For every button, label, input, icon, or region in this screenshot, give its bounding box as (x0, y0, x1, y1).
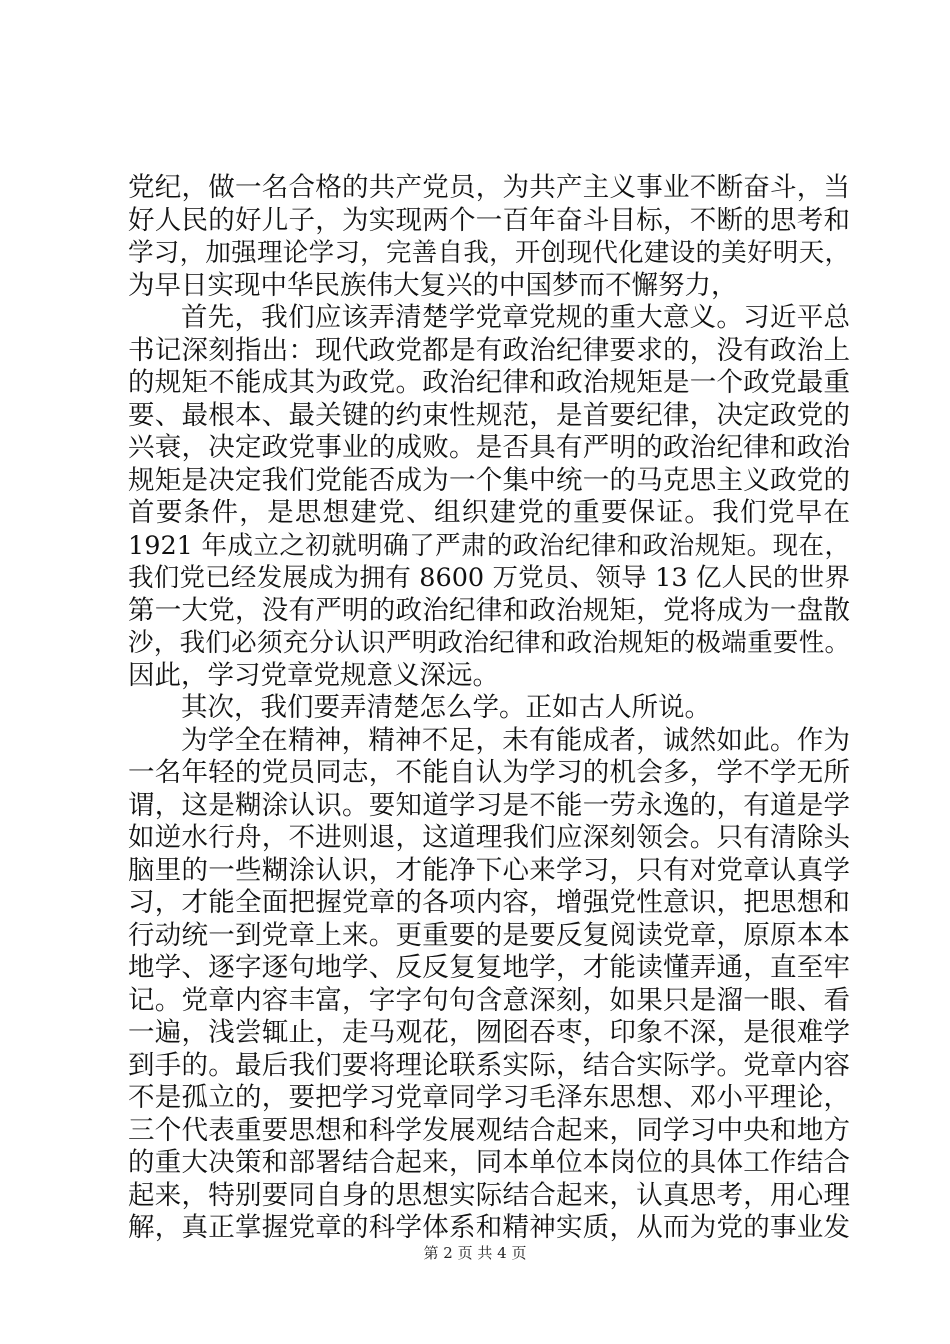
text-line: 地学、逐字逐句地学、反反复复地学，才能读懂弄通，直至牢 (128, 952, 850, 983)
text-line: 脑里的一些糊涂认识，才能净下心来学习，只有对党章认真学 (128, 854, 850, 886)
text-line: 为学全在精神，精神不足，未有能成者，诚然如此。作为 (181, 724, 850, 756)
text-line: 谓，这是糊涂认识。要知道学习是不能一劳永逸的，有道是学 (128, 789, 850, 821)
text-line: 解，真正掌握党章的科学体系和精神实质，从而为党的事业发 (128, 1212, 850, 1243)
text-line: 记。党章内容丰富，字字句句含意深刻，如果只是溜一眼、看 (128, 984, 850, 1016)
text-line: 为早日实现中华民族伟大复兴的中国梦而不懈努力， (128, 269, 738, 301)
text-line: 沙，我们必须充分认识严明政治纪律和政治规矩的极端重要性。 (128, 628, 850, 658)
text-line: 其次，我们要弄清楚怎么学。正如古人所说。 (181, 692, 711, 723)
page-footer: 第 2 页 共 4 页 (423, 1244, 527, 1262)
text-line: 的规矩不能成其为政党。政治纪律和政治规矩是一个政党最重 (128, 367, 850, 398)
text-line: 三个代表重要思想和科学发展观结合起来，同学习中央和地方 (128, 1114, 850, 1146)
text-line: 好人民的好儿子，为实现两个一百年奋斗目标，不断的思考和 (128, 204, 850, 236)
text-line: 首先，我们应该弄清楚学党章党规的重大意义。习近平总 (181, 302, 850, 333)
text-line: 如逆水行舟，不进则退，这道理我们应深刻领会。只有清除头 (128, 822, 850, 853)
text-line: 第一大党，没有严明的政治纪律和政治规矩，党将成为一盘散 (128, 594, 850, 626)
text-line: 我们党已经发展成为拥有 8600 万党员、领导 13 亿人民的世界 (128, 563, 850, 593)
text-line: 因此，学习党章党规意义深远。 (128, 659, 499, 691)
text-line: 到手的。最后我们要将理论联系实际，结合实际学。党章内容 (128, 1049, 850, 1081)
text-line: 一遍，浅尝辄止，走马观花，囫囵吞枣，印象不深，是很难学 (128, 1017, 850, 1048)
text-line: 1921 年成立之初就明确了严肃的政治纪律和政治规矩。现在， (128, 530, 850, 561)
text-line: 行动统一到党章上来。更重要的是要反复阅读党章，原原本本 (128, 919, 850, 951)
text-line: 兴衰，决定政党事业的成败。是否具有严明的政治纪律和政治 (128, 432, 850, 463)
text-line: 起来，特别要同自身的思想实际结合起来，认真思考，用心理 (128, 1179, 850, 1211)
text-line: 的重大决策和部署结合起来，同本单位本岗位的具体工作结合 (128, 1147, 850, 1178)
text-line: 一名年轻的党员同志，不能自认为学习的机会多，学不学无所 (128, 757, 850, 788)
text-line: 要、最根本、最关键的约束性规范，是首要纪律，决定政党的 (128, 399, 850, 431)
text-line: 党纪，做一名合格的共产党员，为共产主义事业不断奋斗，当 (128, 172, 850, 203)
text-line: 不是孤立的，要把学习党章同学习毛泽东思想、邓小平理论， (128, 1082, 850, 1113)
text-line: 学习，加强理论学习，完善自我，开创现代化建设的美好明天， (128, 238, 850, 268)
document-body (128, 172, 850, 1245)
text-line: 首要条件，是思想建党、组织建党的重要保证。我们党早在 (128, 497, 850, 528)
text-line: 习，才能全面把握党章的各项内容，增强党性意识，把思想和 (128, 887, 850, 918)
text-line: 书记深刻指出：现代政党都是有政治纪律要求的，没有政治上 (128, 334, 850, 366)
text-line: 规矩是决定我们党能否成为一个集中统一的马克思主义政党的 (128, 464, 850, 496)
